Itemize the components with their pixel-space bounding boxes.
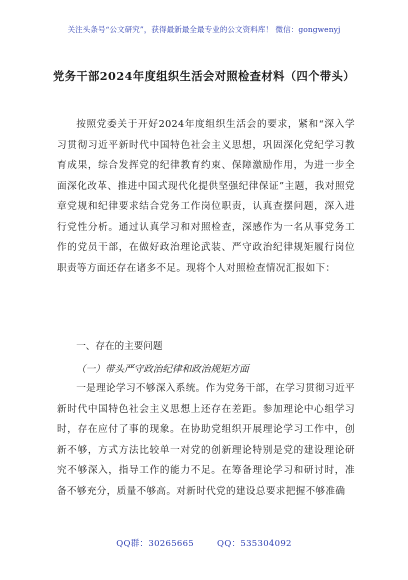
header-note: 关注头条号“公文研究”，获得最新最全最专业的公文资料库！ 微信：gongwenyj	[67, 25, 341, 34]
subsection-heading-1: （一）带头严守政治纪律和政治规矩方面	[76, 364, 249, 375]
intro-paragraph	[57, 115, 355, 279]
footer-qq-group: QQ群：30265665	[116, 539, 195, 549]
body-paragraph-text: 一是理论学习不够深入系统。作为党务干部，在学习贯彻习近平新时代中国特色社会主义思想上还存在差距。参加理论中心组学习时，存在应付了事的现象。在协助党组织开展理论学习工作中，创新不够，方式方法比较单一对党的创新理论特别是党的建设理论研究不够深入，指导工作的能力不足。在筹备理论学习和研讨时，准备不够充分，质量不够高。对新时代党的建设总要求把握不够准确	[57, 383, 355, 497]
footer-qq: QQ：535304092	[217, 539, 292, 549]
section-heading-1: 一、存在的主要问题	[76, 341, 163, 352]
intro-paragraph-text: 按照党委关于开好2024年度组织生活会的要求，紧和“深入学习贯彻习近平新时代中国特色社会主义思想，巩固深化党纪学习教育成果，综合发挥党的纪律教育约束、保障激励作用，为进一步全面深化改革、推进中国式现代化提供坚强纪律保证”主题，我对照党章党规和纪律要求结合党务工作岗位职责，认真查摆问题，深入进行党性分析。通过认真学习和对照检查，深感作为一名从事党务工作的党员干部，在做好政治理论武装、严守政治纪律规矩履行岗位职责等方面还存在诸多不足。现将个人对照检查情况汇报如下：	[57, 119, 355, 274]
body-paragraph	[57, 379, 355, 502]
footer	[0, 537, 408, 549]
document-title: 党务干部2024年度组织生活会对照检查材料（四个带头）	[53, 69, 355, 83]
